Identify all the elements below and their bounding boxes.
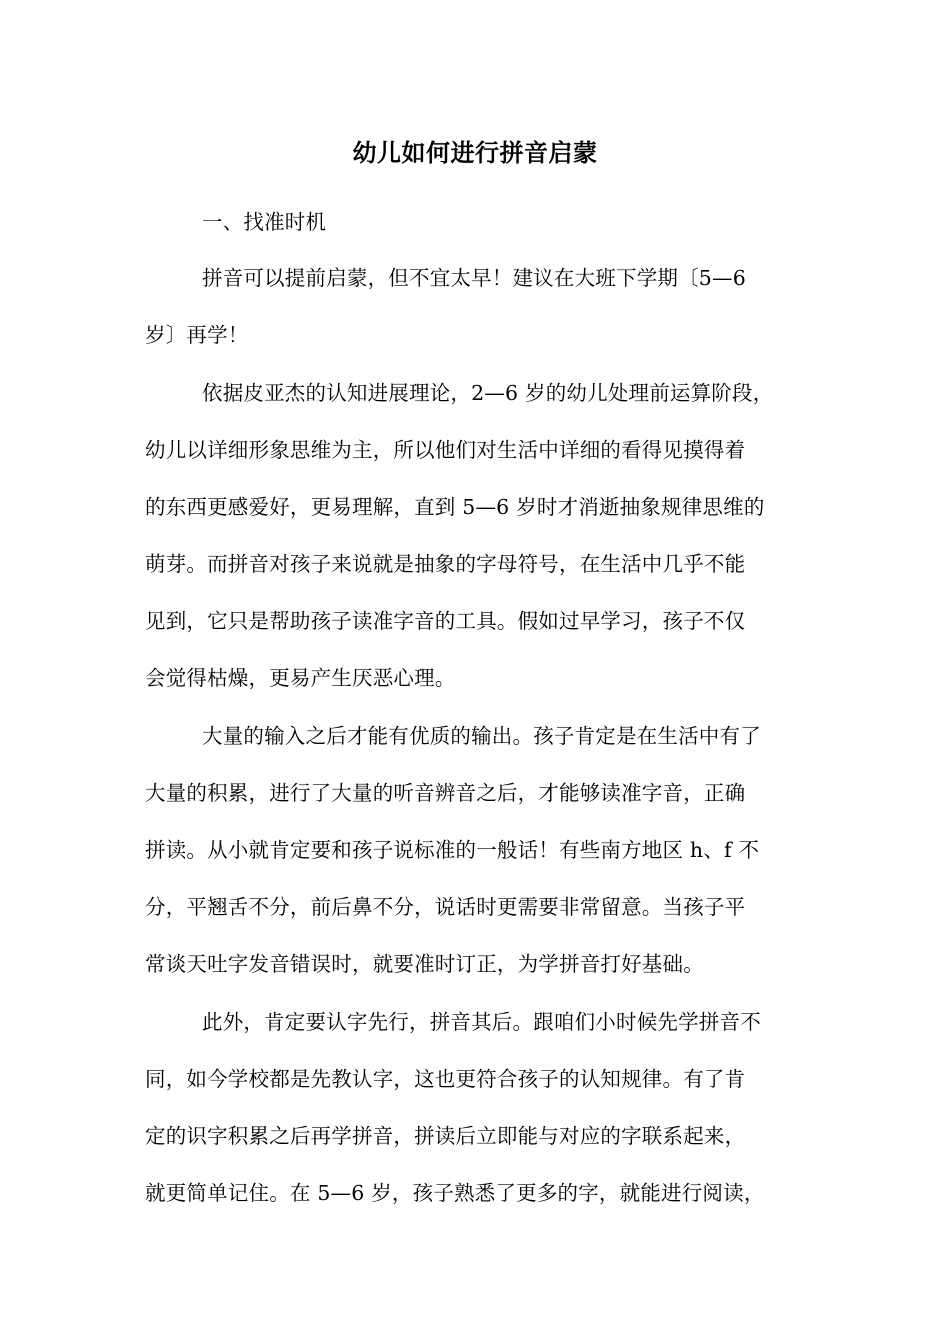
paragraph-line: 的东西更感爱好，更易理解，直到 5—6 岁时才消逝抽象规律思维的 [145,495,765,519]
paragraph-line: 会觉得枯燥，更易产生厌恶心理。 [145,666,456,690]
paragraph-line: 依据皮亚杰的认知进展理论，2—6 岁的幼儿处理前运算阶段， [202,381,774,405]
paragraph-line: 拼读。从小就肯定要和孩子说标准的一般话！有些南方地区 h、f 不 [145,838,760,862]
paragraph-line: 岁〕再学！ [145,323,249,347]
paragraph-line: 见到，它只是帮助孩子读准字音的工具。假如过早学习，孩子不仅 [145,609,746,633]
paragraph-line: 拼音可以提前启蒙，但不宜太早！建议在大班下学期〔5—6 [202,266,746,290]
section-heading: 一、找准时机 [202,210,327,234]
paragraph-line: 大量的积累，进行了大量的听音辨音之后，才能够读准字音，正确 [145,781,746,805]
paragraph-line: 幼儿以详细形象思维为主，所以他们对生活中详细的看得见摸得着 [145,438,746,462]
paragraph-line: 就更简单记住。在 5—6 岁，孩子熟悉了更多的字，就能进行阅读， [145,1181,765,1205]
paragraph-line: 同，如今学校都是先教认字，这也更符合孩子的认知规律。有了肯 [145,1067,746,1091]
paragraph-line: 常谈天吐字发音错误时，就要准时订正，为学拼音打好基础。 [145,952,704,976]
paragraph-line: 此外，肯定要认字先行，拼音其后。跟咱们小时候先学拼音不 [202,1010,761,1034]
paragraph-line: 分，平翘舌不分，前后鼻不分，说话时更需要非常留意。当孩子平 [145,895,746,919]
document-title: 幼儿如何进行拼音启蒙 [352,139,598,167]
paragraph-line: 萌芽。而拼音对孩子来说就是抽象的字母符号，在生活中几乎不能 [145,552,746,576]
paragraph-line: 大量的输入之后才能有优质的输出。孩子肯定是在生活中有了 [202,724,761,748]
paragraph-line: 定的识字积累之后再学拼音，拼读后立即能与对应的字联系起来， [145,1124,746,1148]
